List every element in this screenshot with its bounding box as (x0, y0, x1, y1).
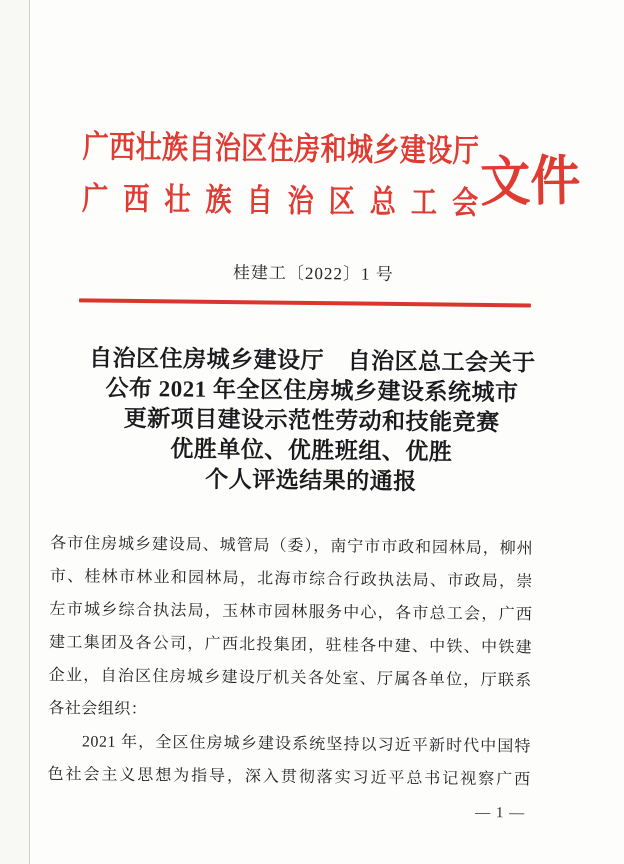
recipients-line: 市、桂林市林业和园林局，北海市综合行政执法局、市政局，崇 (49, 568, 533, 591)
document-body (47, 527, 533, 796)
red-separator-line (79, 298, 531, 307)
issuing-agency-line-1: 广西壮族自治区住房和城乡建设厅 (82, 129, 479, 169)
recipients-line: 左市城乡综合执法局，玉林市园林服务中心，各市总工会，广西 (49, 601, 533, 624)
issuing-agencies (82, 121, 479, 229)
document-reference-number: 桂建工〔2022〕1 号 (232, 263, 394, 284)
title-line-5: 个人评选结果的通报 (205, 466, 417, 495)
title-line-1: 自治区住房城乡建设厅 自治区总工会关于 (88, 345, 536, 376)
issuing-agency-line-2: 广西壮族自治区总工会 (81, 181, 479, 221)
page-number: — 1 — (475, 804, 526, 822)
recipients-line: 各市住房城乡建设局、城管局（委），南宁市市政和园林局，柳州 (50, 535, 534, 558)
document-word-label: 文件 (479, 150, 581, 213)
letterhead (82, 121, 583, 231)
paragraph-line: 色社会主义思想为指导，深入贯彻落实习近平总书记视察广西 (47, 766, 531, 789)
recipients-line: 建工集团及各公司，广西北投集团，驻桂各中建、中铁、中铁建 (49, 634, 533, 657)
document-title (39, 343, 585, 499)
title-line-2: 公布 2021 年全区住房城乡建设系统城市 (105, 375, 519, 406)
recipients-line: 企业，自治区住房城乡建设厅机关各处室、厅属各单位，厅联系 (48, 667, 532, 690)
recipients-line-last: 各社会组织： (48, 700, 148, 719)
paragraph-line: 2021 年，全区住房城乡建设系统坚持以习近平新时代中国特 (81, 733, 532, 756)
title-line-4: 优胜单位、优胜班组、优胜 (170, 436, 453, 465)
title-line-3: 更新项目建设示范性劳动和技能竞赛 (123, 405, 500, 436)
